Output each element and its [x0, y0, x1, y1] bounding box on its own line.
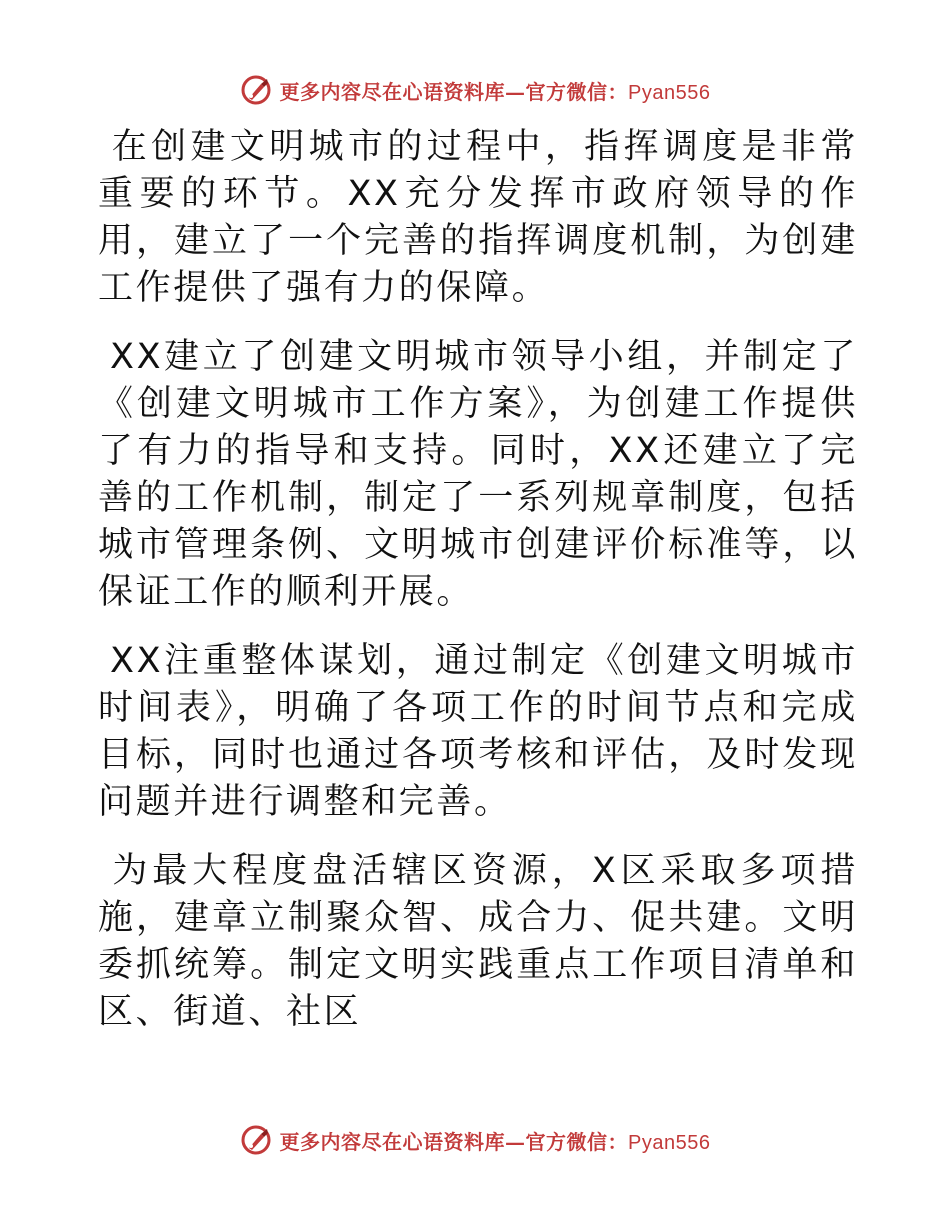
footer-watermark	[0, 1120, 950, 1160]
paragraph-2-text: XX建立了创建文明城市领导小组，并制定了《创建文明城市工作方案》，为创建工作提供了有力的指导和支持。同时，XX还建立了完善的工作机制，制定了一系列规章制度，包括城市管理条例、文明城市创建评价标准等，以保证工作的顺利开展。	[98, 337, 858, 612]
document-body	[98, 124, 858, 1058]
paragraph-3-text: XX注重整体谋划，通过制定《创建文明城市时间表》，明确了各项工作的时间节点和完成目标，同时也通过各项考核和评估，及时发现问题并进行调整和完善。	[98, 641, 858, 822]
watermark-text: 更多内容尽在心语资料库	[279, 79, 506, 104]
red-quill-pen-circle-icon	[240, 74, 272, 106]
paragraph-4	[98, 848, 858, 1036]
watermark-wechat-id: Pyan556	[628, 81, 711, 104]
header-watermark	[0, 70, 950, 110]
watermark-suffix: 官方微信：	[525, 79, 629, 104]
paragraph-2	[98, 334, 858, 616]
paragraph-1	[98, 124, 858, 312]
red-quill-pen-circle-icon	[240, 1124, 272, 1156]
paragraph-3	[98, 638, 858, 826]
watermark-text: 更多内容尽在心语资料库	[279, 1129, 506, 1154]
watermark-separator: —	[505, 1129, 526, 1154]
watermark-suffix: 官方微信：	[525, 1129, 629, 1154]
paragraph-1-text: 在创建文明城市的过程中，指挥调度是非常重要的环节。XX充分发挥市政府领导的作用，建立了一个完善的指挥调度机制，为创建工作提供了强有力的保障。	[98, 127, 858, 308]
watermark-wechat-id: Pyan556	[628, 1131, 711, 1154]
watermark-separator: —	[505, 79, 526, 104]
paragraph-4-text: 为最大程度盘活辖区资源，X区采取多项措施，建章立制聚众智、成合力、促共建。文明委抓统筹。制定文明实践重点工作项目清单和区、街道、社区	[98, 851, 858, 1032]
